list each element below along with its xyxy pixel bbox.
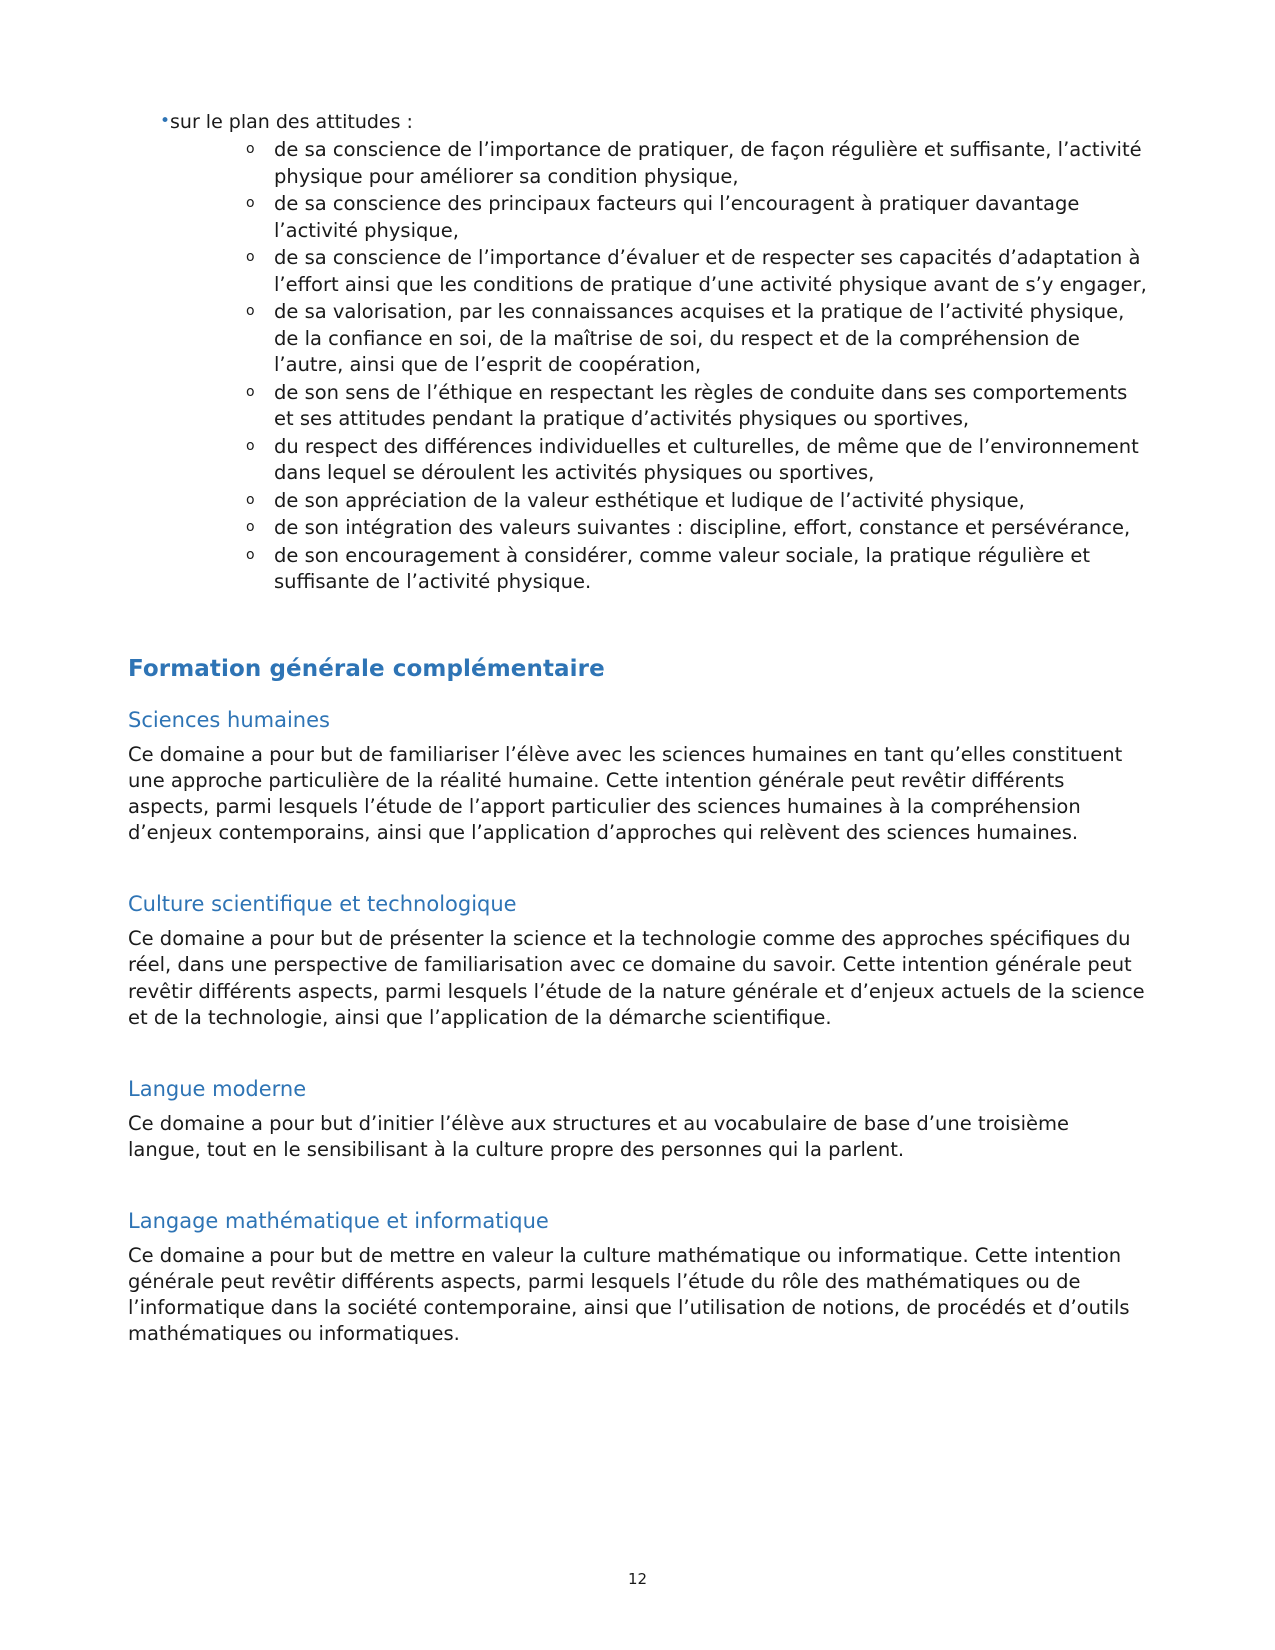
attitudes-bullet-list [128, 110, 1147, 596]
subsection-body-culture-scientifique: Ce domaine a pour but de présenter la science et la technologie comme des approches spécifiques du réel, dans une perspective de familiarisation avec ce domaine du savoir. Cette intention générale peut revêtir différents aspects, parmi lesquels l’étude de la nature générale et d’enjeux actuels de la science et de la technologie, ainsi que l’application de la démarche scientifique. [128, 927, 1145, 1029]
circle-bullet-icon: o [246, 519, 255, 536]
attitudes-sub-list [170, 137, 1147, 596]
sub-list-item [170, 299, 1147, 379]
circle-bullet-icon: o [246, 195, 255, 212]
sub-item-text: de sa conscience des principaux facteurs qui l’encouragent à pratiquer davantage l’activité physique, [274, 192, 1080, 242]
sub-item-text: de sa conscience de l’importance d’évaluer et de respecter ses capacités d’adaptation à l’effort ainsi que les conditions de pratique d’une activité physique avant de s’y engager, [274, 246, 1147, 296]
sub-item-text: de son encouragement à considérer, comme valeur sociale, la pratique régulière et suffisante de l’activité physique. [274, 543, 1091, 594]
spacer [128, 1031, 1147, 1051]
sub-list-item [170, 380, 1147, 433]
sub-item-text: de sa conscience de l’importance de pratiquer, de façon régulière et suffisante, l’activité physique pour améliorer sa condition physique, [274, 138, 1142, 188]
bullet-list-item [128, 110, 1147, 596]
circle-bullet-icon: o [246, 491, 255, 508]
bullet-item-label: sur le plan des attitudes : [170, 111, 413, 133]
circle-bullet-icon: o [246, 249, 255, 266]
sub-list-item [170, 543, 1147, 596]
sub-list-item [170, 191, 1147, 244]
page-number: 12 [627, 1570, 648, 1588]
sub-list-item [170, 515, 1147, 542]
spacer [128, 1163, 1147, 1183]
subsection-heading-langue-moderne: Langue moderne [128, 1076, 307, 1101]
subsection-body-langage-mathematique: Ce domaine a pour but de mettre en valeur la culture mathématique ou informatique. Cette intention générale peut revêtir différents aspects, parmi lesquels l’étude du rôle des mathématiques ou de l’informatique dans la société contemporaine, ainsi que l’utilisation de notions, de procédés et d’outils mathématiques ou informatiques. [128, 1244, 1130, 1346]
sub-item-text: de sa valorisation, par les connaissances acquises et la pratique de l’activité physique, de la confiance en soi, de la maîtrise de soi, du respect et de la compréhension de l’autre, ainsi que de l’esprit de coopération, [274, 300, 1125, 377]
sub-list-item [170, 434, 1147, 487]
sub-item-text: du respect des différences individuelles et culturelles, de même que de l’environnement dans lequel se déroulent les activités physiques ou sportives, [274, 434, 1139, 485]
subsection-heading-sciences-humaines: Sciences humaines [128, 707, 330, 732]
circle-bullet-icon: o [246, 437, 255, 454]
sub-list-item [170, 137, 1147, 190]
sub-item-text: de son intégration des valeurs suivantes : discipline, effort, constance et persévérance, [274, 516, 1131, 540]
circle-bullet-icon: o [246, 546, 255, 563]
subsection-body-langue-moderne: Ce domaine a pour but d’initier l’élève aux structures et au vocabulaire de base d’une troisième langue, tout en le sensibilisant à la culture propre des personnes qui la parlent. [128, 1111, 1070, 1161]
circle-bullet-icon: o [246, 141, 255, 158]
subsection-heading-culture-scientifique: Culture scientifique et technologique [128, 892, 517, 917]
circle-bullet-icon: o [246, 303, 255, 320]
section-heading: Formation générale complémentaire [128, 655, 605, 682]
sub-item-text: de son appréciation de la valeur esthétique et ludique de l’activité physique, [274, 488, 1025, 512]
spacer [128, 846, 1147, 866]
bullet-marker-icon: • [160, 111, 171, 131]
sub-list-item [170, 245, 1147, 298]
sub-item-text: de son sens de l’éthique en respectant les règles de conduite dans ses comportements et ses attitudes pendant la pratique d’activités physiques ou sportives, [274, 380, 1128, 431]
subsection-heading-langage-mathematique: Langage mathématique et informatique [128, 1209, 549, 1234]
subsection-body-sciences-humaines: Ce domaine a pour but de familiariser l’élève avec les sciences humaines en tant qu’elles constituent une approche particulière de la réalité humaine. Cette intention générale peut revêtir différents aspects, parmi lesquels l’étude de l’apport particulier des sciences humaines à la compréhension d’enjeux contemporains, ainsi que l’application d’approches qui relèvent des sciences humaines. [128, 742, 1123, 845]
sub-list-item [170, 488, 1147, 515]
circle-bullet-icon: o [246, 383, 255, 400]
